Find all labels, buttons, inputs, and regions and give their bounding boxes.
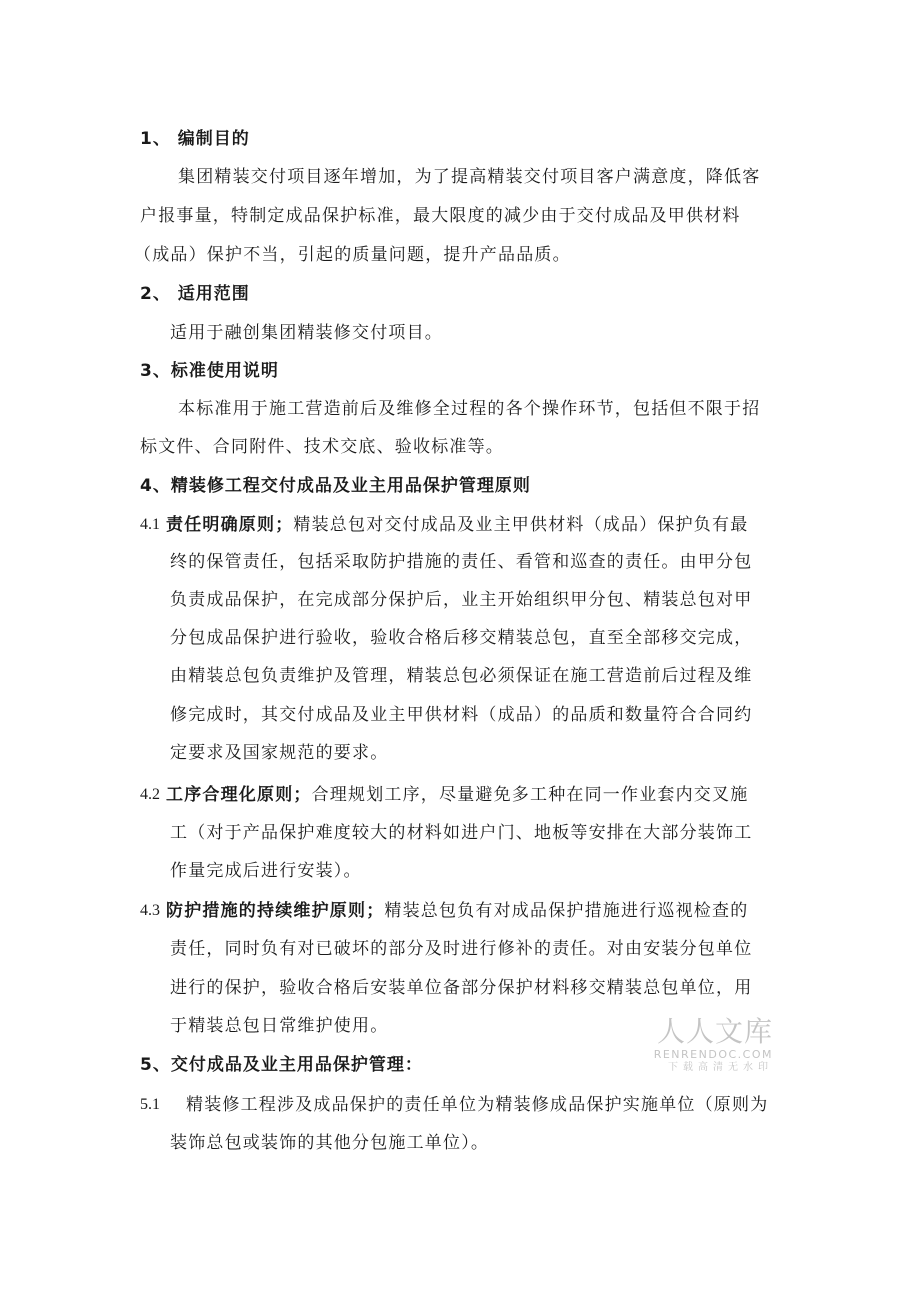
paragraph-line: 作量完成后进行安装）。 — [170, 861, 362, 881]
section-3-title: 3、标准使用说明 — [140, 361, 279, 381]
paragraph-line: 由精装总包负责维护及管理，精装总包必须保证在施工营造前后过程及维 — [170, 666, 753, 686]
clause-first-line — [166, 784, 748, 806]
clause-number: 4.2 — [140, 786, 160, 803]
clause-first-line: 精装修工程涉及成品保护的责任单位为精装修成品保护实施单位（原则为 — [186, 1095, 769, 1115]
watermark-tagline: 下载高清无水印 — [668, 1062, 773, 1073]
paragraph-line: 适用于融创集团精装修交付项目。 — [170, 323, 443, 343]
clause-first-line — [166, 514, 748, 536]
clause-first-line — [166, 900, 748, 922]
watermark-brand: 人人文库 — [656, 1015, 773, 1048]
paragraph-line: 户报事量，特制定成品保护标准，最大限度的减少由于交付成品及甲供材料 — [140, 206, 741, 226]
paragraph-line: 集团精装交付项目逐年增加，为了提高精装交付项目客户满意度，降低客 — [178, 167, 761, 187]
section-2-title: 2、 适用范围 — [140, 284, 250, 304]
clause-bold-lead: 工序合理化原则； — [166, 785, 312, 805]
paragraph-line: 负责成品保护，在完成部分保护后，业主开始组织甲分包、精装总包对甲 — [170, 590, 753, 610]
watermark-url: RENRENDOC.COM — [653, 1048, 773, 1061]
paragraph-line: 装饰总包或装饰的其他分包施工单位）。 — [170, 1133, 490, 1153]
paragraph-line: 进行的保护，验收合格后安装单位备部分保护材料移交精装总包单位，用 — [170, 978, 753, 998]
clause-text: 合理规划工序，尽量避免多工种在同一作业套内交叉施 — [311, 785, 749, 805]
paragraph-line: 终的保管责任，包括采取防护措施的责任、看管和巡查的责任。由甲分包 — [170, 552, 753, 572]
section-1-title: 1、 编制目的 — [140, 129, 250, 149]
paragraph-line: 于精装总包日常维护使用。 — [170, 1016, 389, 1036]
clause-number: 4.3 — [140, 902, 160, 919]
clause-bold-lead: 责任明确原则； — [166, 515, 294, 535]
section-5-title: 5、交付成品及业主用品保护管理： — [140, 1055, 423, 1075]
paragraph-line: 标文件、合同附件、技术交底、验收标准等。 — [140, 437, 504, 457]
paragraph-line: （成品）保护不当，引起的质量问题，提升产品品质。 — [134, 245, 571, 265]
paragraph-line: 责任，同时负有对已破坏的部分及时进行修补的责任。对由安装分包单位 — [170, 939, 753, 959]
clause-bold-lead: 防护措施的持续维护原则； — [166, 901, 385, 921]
paragraph-line: 工（对于产品保护难度较大的材料如进户门、地板等安排在大部分装饰工 — [170, 823, 753, 843]
watermark-logo — [648, 1016, 773, 1074]
paragraph-line: 定要求及国家规范的要求。 — [170, 743, 389, 763]
paragraph-line: 分包成品保护进行验收，验收合格后移交精装总包，直至全部移交完成， — [170, 628, 753, 648]
clause-text: 精装总包负有对成品保护措施进行巡视检查的 — [384, 901, 749, 921]
paragraph-line: 本标准用于施工营造前后及维修全过程的各个操作环节，包括但不限于招 — [178, 399, 761, 419]
clause-number: 5.1 — [140, 1096, 160, 1113]
clause-text: 精装总包对交付成品及业主甲供材料（成品）保护负有最 — [293, 515, 749, 535]
paragraph-line: 修完成时，其交付成品及业主甲供材料（成品）的品质和数量符合合同约 — [170, 705, 753, 725]
clause-number: 4.1 — [140, 516, 160, 533]
section-4-title: 4、精装修工程交付成品及业主用品保护管理原则 — [140, 476, 531, 496]
